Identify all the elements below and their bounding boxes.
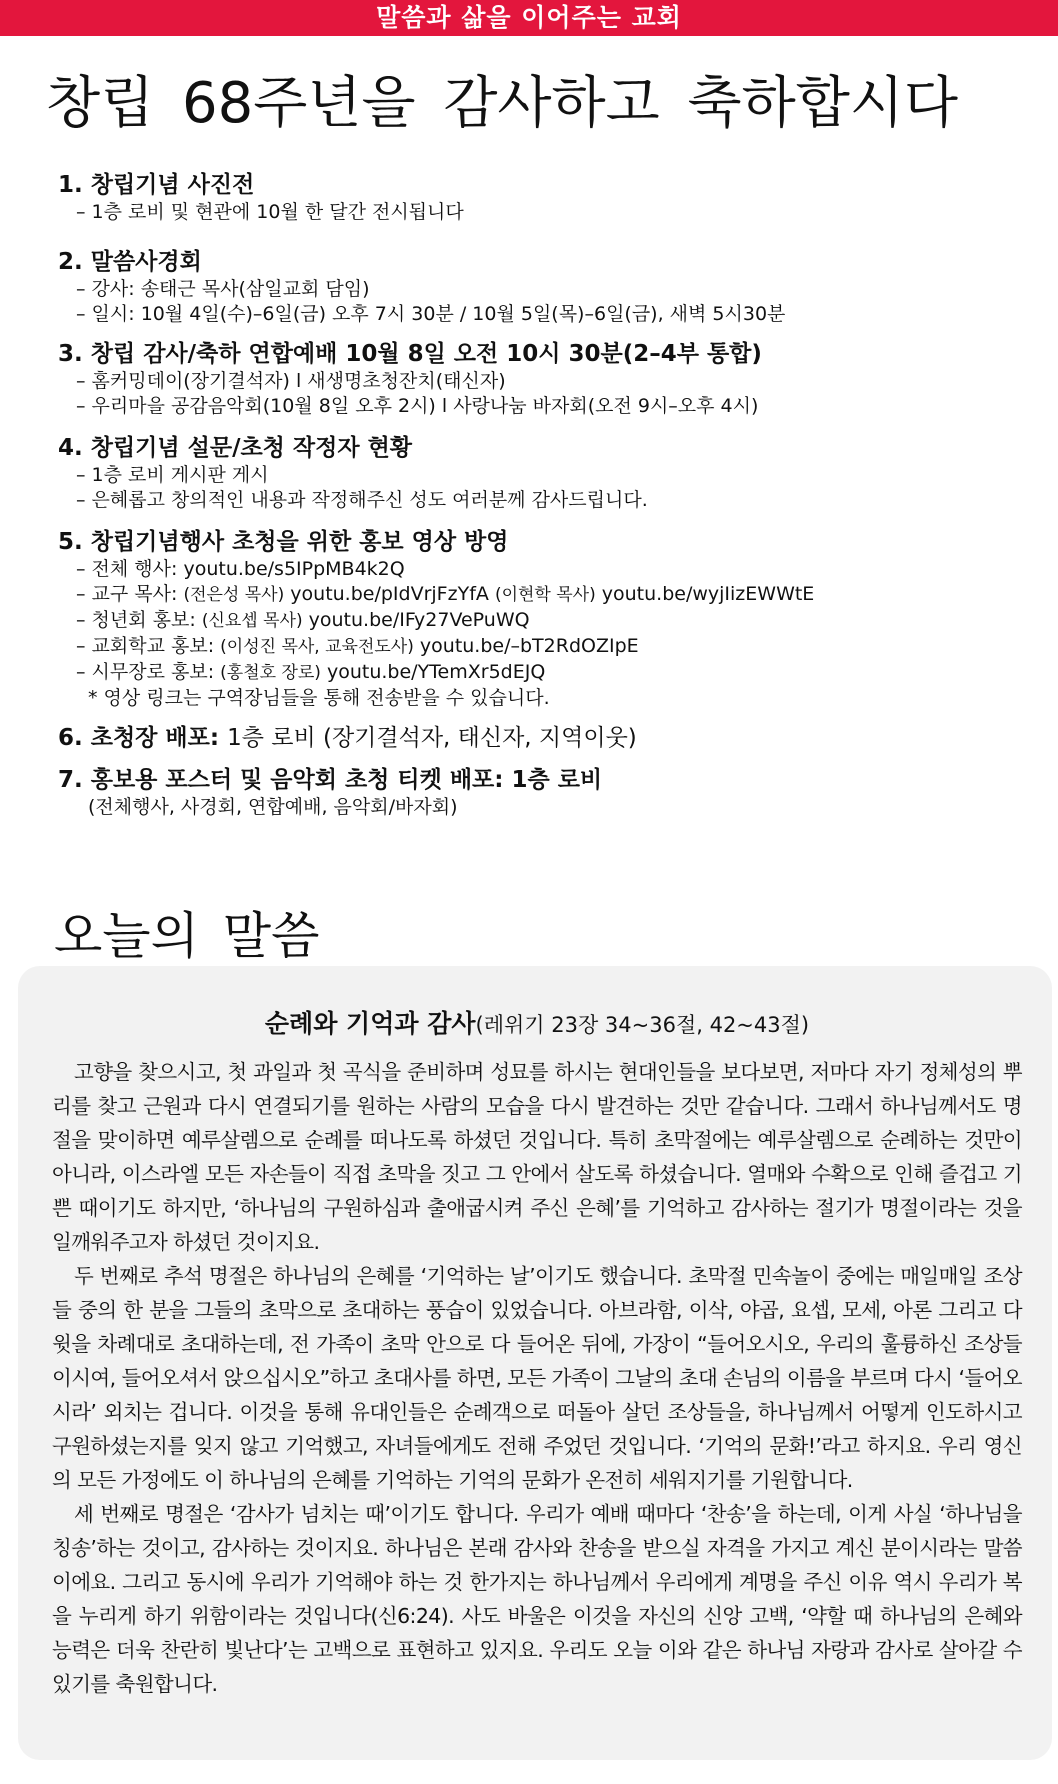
item-detail: – 홈커밍데이(장기결석자) l 새생명초청잔치(태신자) — [76, 370, 506, 392]
video-label: – 청년회 홍보: — [76, 609, 196, 631]
video-row — [58, 582, 1038, 608]
video-label: – 전체 행사: — [76, 558, 178, 580]
list-item — [58, 170, 1038, 225]
item-detail: – 1층 로비 및 현관에 10월 한 달간 전시됩니다 — [76, 201, 464, 223]
video-link[interactable]: youtu.be/–bT2RdOZIpE — [419, 635, 639, 657]
page-title: 창립 68주년을 감사하고 축하합시다 — [46, 71, 959, 136]
item-heading: 3. 창립 감사/축하 연합예배 10월 8일 오전 10시 30분(2–4부 통합) — [58, 341, 762, 367]
video-label: – 교회학교 홍보: — [76, 635, 215, 657]
video-link[interactable]: youtu.be/IFy27VePuWQ — [308, 609, 530, 631]
sermon-title — [52, 1006, 1022, 1043]
video-presenter: (홍철호 장로) — [220, 663, 321, 683]
church-slogan-banner: 말씀과 삶을 이어주는 교회 — [0, 0, 1058, 36]
section-title: 오늘의 말씀 — [54, 907, 320, 965]
video-row — [58, 660, 1038, 686]
list-item — [58, 527, 1038, 711]
sermon-paragraph: 세 번째로 명절은 ‘감사가 넘치는 때’이기도 합니다. 우리가 예배 때마다 ‘찬송’을 하는데, 이게 사실 ‘하나님을 칭송’하는 것이고, 감사하는 것이지요. 하나님은 본래 감사와 찬송을 받으실 자격을 가지고 계신 분이시라는 말씀이에요. 그리고 동시에 우리가 기억해야 하는 것 한가지는 하나님께서 우리에게 계명을 주신 이유 역시 우리가 복을 누리게 하기 위함이라는 것입니다(신6:24). 사도 바울은 이것을 자신의 신앙 고백, ‘약할 때 하나님의 은혜와 능력은 더욱 찬란히 빛난다’는 고백으로 표현하고 있지요. 우리도 오늘 이와 같은 하나님 자랑과 감사로 살아갈 수 있기를 축원합니다. — [52, 1502, 1022, 1696]
video-row — [58, 634, 1038, 660]
item-heading: 5. 창립기념행사 초청을 위한 홍보 영상 방영 — [58, 529, 509, 555]
item-detail: – 은혜롭고 창의적인 내용과 작정해주신 성도 여러분께 감사드립니다. — [76, 489, 648, 511]
item-heading: 4. 창립기념 설문/초청 작정자 현황 — [58, 435, 413, 461]
item-detail: – 1층 로비 게시판 게시 — [76, 464, 269, 486]
item-heading-detail: 1층 로비 (장기결석자, 태신자, 지역이웃) — [227, 725, 637, 751]
item-detail: – 일시: 10월 4일(수)–6일(금) 오후 7시 30분 / 10월 5일(목)–6일(금), 새벽 5시30분 — [76, 303, 786, 325]
list-item — [58, 339, 1038, 419]
item-heading-label: 6. 초청장 배포: — [58, 725, 220, 751]
sermon-reference: (레위기 23장 34~36절, 42~43절) — [475, 1013, 810, 1037]
list-item — [58, 765, 1038, 820]
list-item — [58, 247, 1038, 327]
sermon-box — [18, 966, 1052, 1760]
item-heading: 2. 말씀사경회 — [58, 249, 202, 275]
video-link[interactable]: youtu.be/s5IPpMB4k2Q — [183, 558, 405, 580]
video-presenter: (신요셉 목사) — [201, 611, 303, 631]
list-item — [58, 723, 1038, 753]
video-presenter: (이현학 목사) — [494, 585, 596, 605]
item-detail: – 우리마을 공감음악회(10월 8일 오후 2시) l 사랑나눔 바자회(오전 9시–오후 4시) — [76, 395, 759, 417]
item-heading — [58, 723, 1038, 753]
video-row — [58, 557, 1038, 582]
sermon-title-text: 순례와 기억과 감사 — [264, 1009, 476, 1038]
video-label: – 교구 목사: — [76, 583, 178, 605]
video-row — [58, 608, 1038, 634]
video-presenter: (이성진 목사, 교육전도사) — [220, 637, 414, 657]
item-heading: 7. 홍보용 포스터 및 음악회 초청 티켓 배포: 1층 로비 — [58, 767, 603, 793]
item-detail: (전체행사, 사경회, 연합예배, 음악회/바자회) — [88, 796, 458, 818]
sermon-paragraph: 두 번째로 추석 명절은 하나님의 은혜를 ‘기억하는 날’이기도 했습니다. 초막절 민속놀이 중에는 매일매일 조상들 중의 한 분을 그들의 초막으로 초대하는 풍습이 있었습니다. 아브라함, 이삭, 야곱, 요셉, 모세, 아론 그리고 다윗을 차례대로 초대하는데, 전 가족이 초막 안으로 다 들어온 뒤에, 가장이 “들어오시오, 우리의 훌륭하신 조상들이시여, 들어오셔서 앉으십시오”하고 초대사를 하면, 모든 가족이 그날의 초대 손님의 이름을 부르며 다시 ‘들어오시라’ 외치는 겁니다. 이것을 통해 유대인들은 순례객으로 떠돌아 살던 조상들을, 하나님께서 어떻게 인도하시고 구원하셨는지를 잊지 않고 기억했고, 자녀들에게도 전해 주었던 것입니다. ‘기억의 문화!’라고 하지요. 우리 영신의 모든 가정에도 이 하나님의 은혜를 기억하는 기억의 문화가 온전히 세워지기를 기원합니다. — [52, 1264, 1022, 1492]
video-link[interactable]: youtu.be/YTemXr5dEJQ — [326, 661, 546, 683]
video-link[interactable]: youtu.be/pIdVrjFzYfA — [290, 583, 489, 605]
item-heading: 1. 창립기념 사진전 — [58, 172, 255, 198]
video-note: * 영상 링크는 구역장님들을 통해 전송받을 수 있습니다. — [88, 687, 550, 709]
video-presenter: (전은성 목사) — [183, 585, 285, 605]
item-detail: – 강사: 송태근 목사(삼일교회 담임) — [76, 278, 370, 300]
video-link[interactable]: youtu.be/wyjIizEWWtE — [601, 583, 815, 605]
video-label: – 시무장로 홍보: — [76, 661, 215, 683]
list-item — [58, 433, 1038, 513]
announcement-list — [58, 170, 1038, 820]
sermon-paragraph: 고향을 찾으시고, 첫 과일과 첫 곡식을 준비하며 성묘를 하시는 현대인들을 보다보면, 저마다 자기 정체성의 뿌리를 찾고 근원과 다시 연결되기를 원하는 사람의 모습을 다시 발견하는 것만 같습니다. 그래서 하나님께서도 명절을 맞이하면 예루살렘으로 순례를 떠나도록 하셨던 것입니다. 특히 초막절에는 예루살렘으로 순례하는 것만이 아니라, 이스라엘 모든 자손들이 직접 초막을 짓고 그 안에서 살도록 하셨습니다. 열매와 수확으로 인해 즐겁고 기쁜 때이기도 하지만, ‘하나님의 구원하심과 출애굽시켜 주신 은혜’를 기억하고 감사하는 절기가 명절이라는 것을 일깨워주고자 하셨던 것이지요. — [52, 1060, 1022, 1254]
